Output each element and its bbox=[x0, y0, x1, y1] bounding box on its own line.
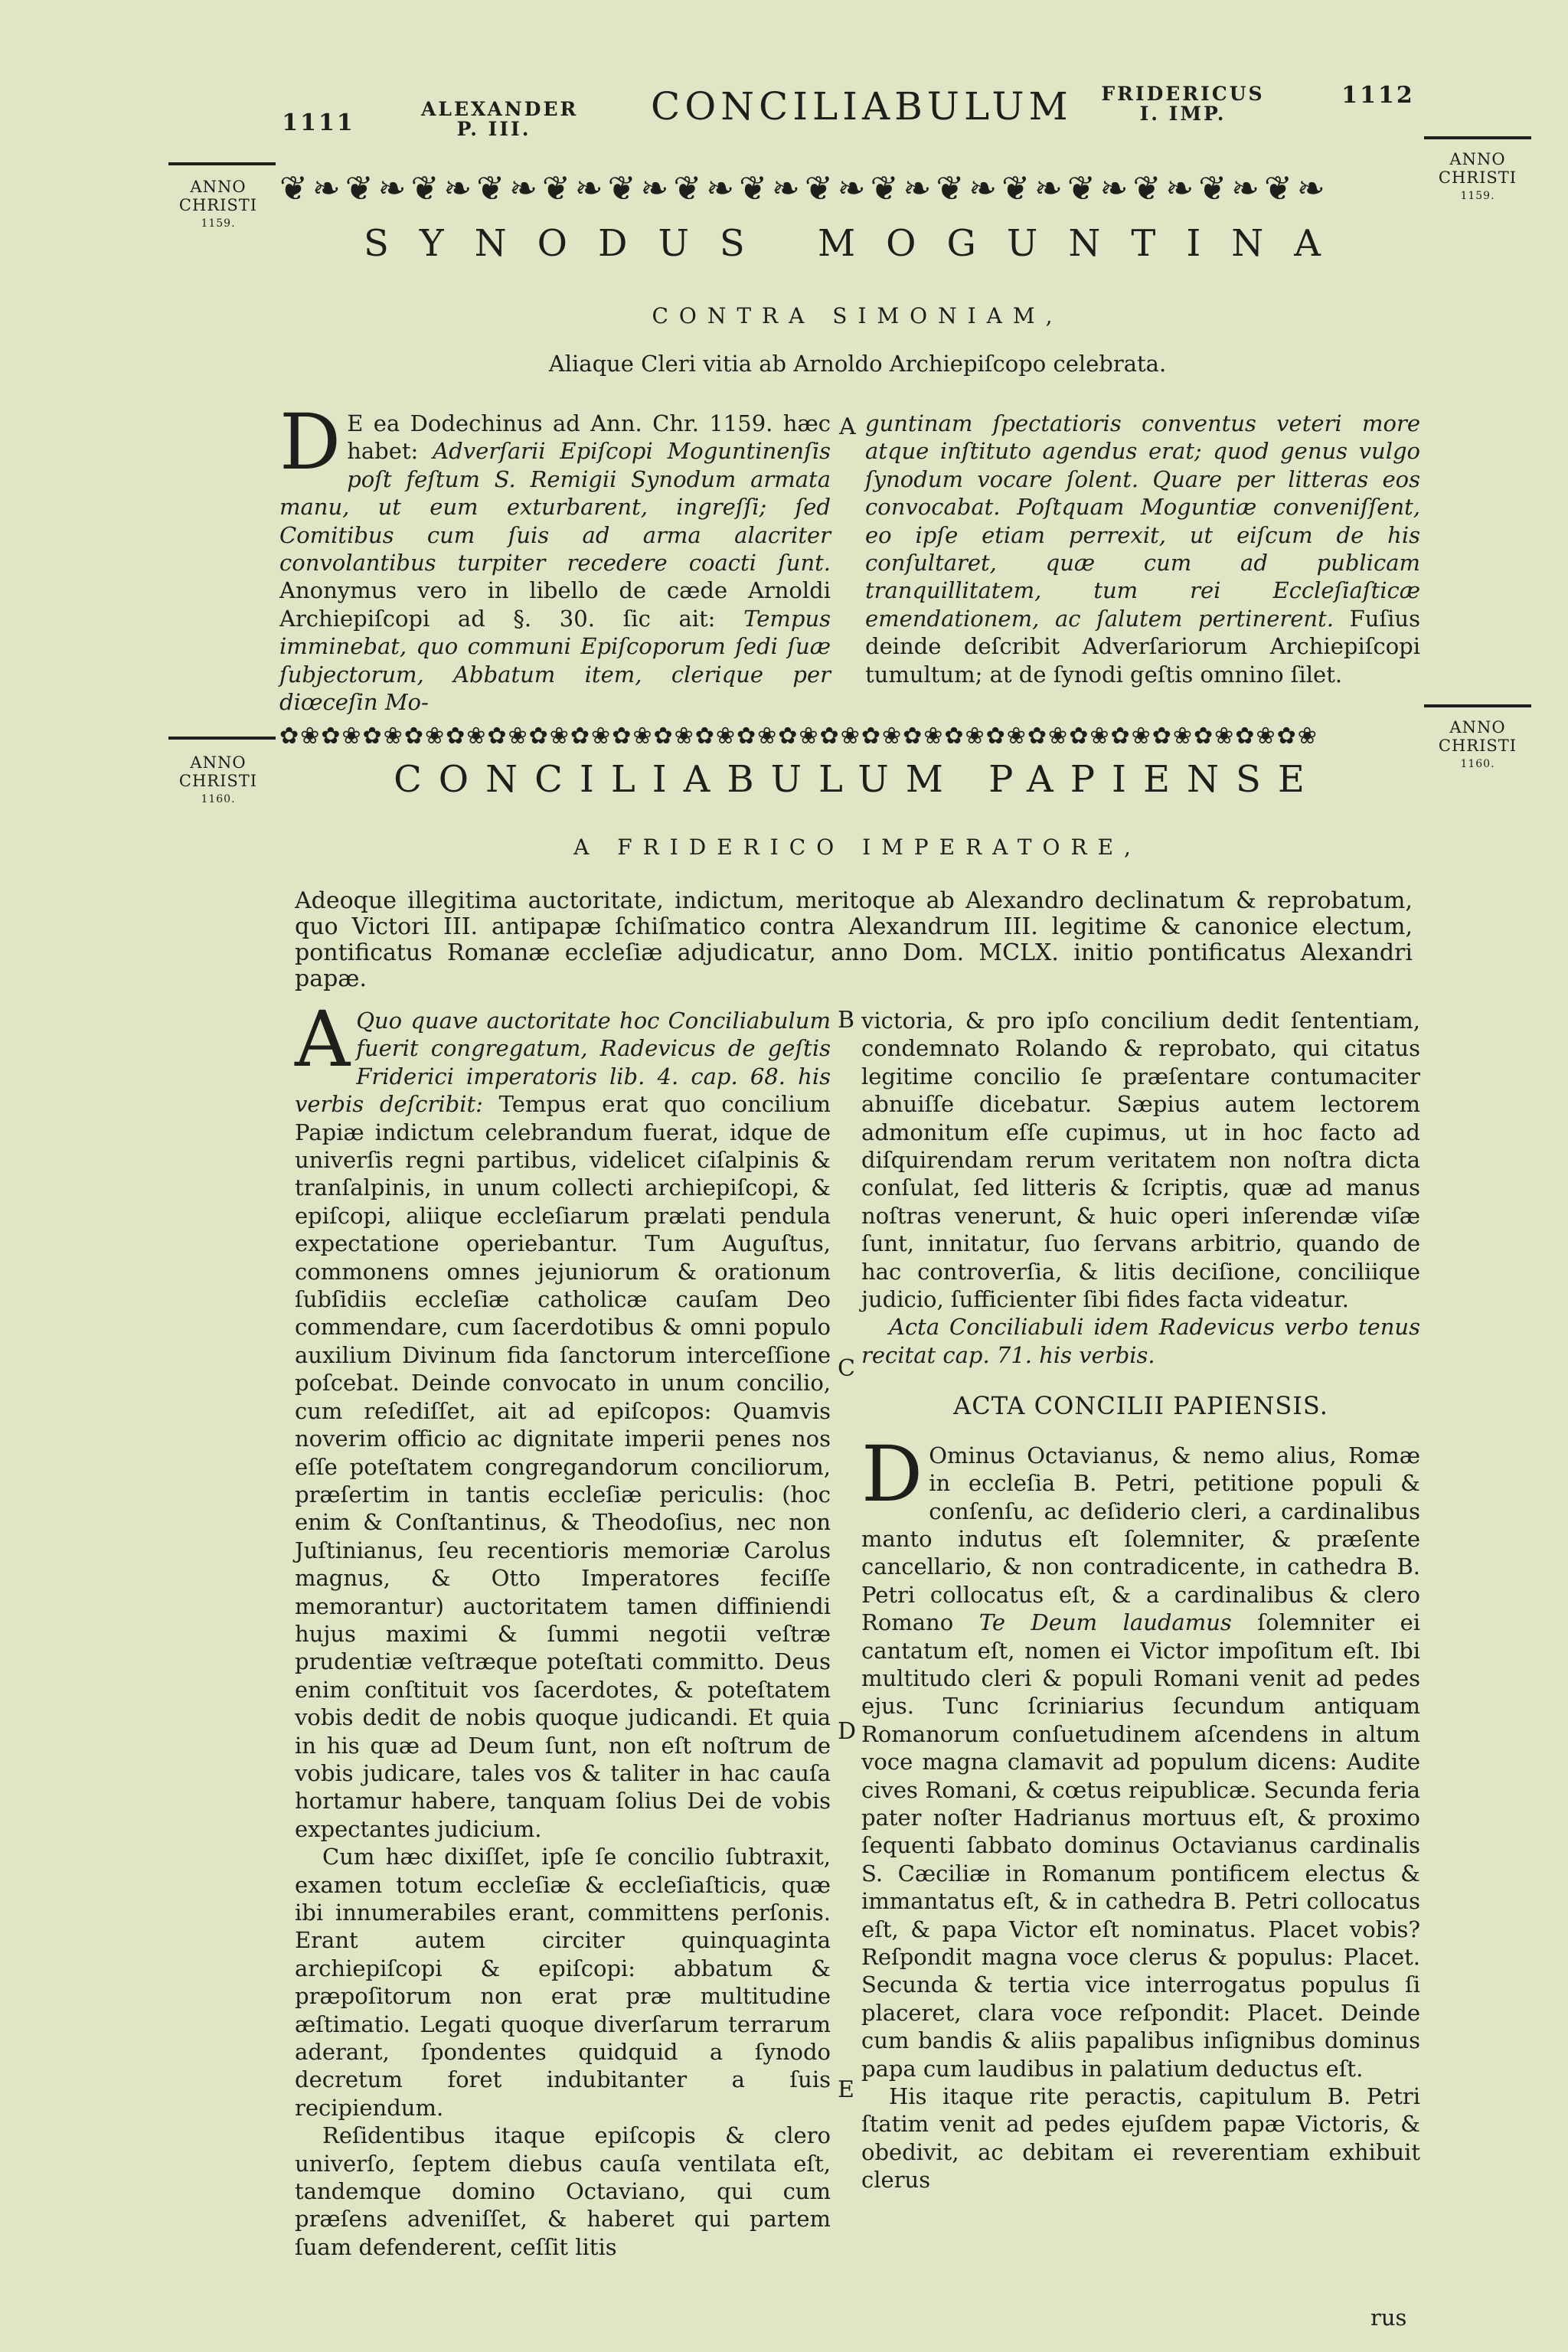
page-number-left: 1111 bbox=[282, 109, 355, 136]
papiense-left-column bbox=[295, 995, 831, 2261]
text: Ominus Octavianus, & nemo alius, Romæ in eccleſia B. Petri, petitione populi & conſenſu, ac deſiderio cleri, a cardinalibus manto indutus eſt ſolemniter, & præſente cancellario, & non contradicente, in cathedra B. Petri collocatus eſt, & a cardinalibus & clero Romano bbox=[861, 1442, 1420, 1636]
rule-left bbox=[168, 162, 276, 165]
dropcap-d: D bbox=[279, 397, 341, 487]
anno-label: ANNO CHRISTI bbox=[178, 753, 258, 790]
text: victoria, & pro ipſo concilium dedit ſententiam, condemnato Rolando & reprobato, qui citatus legitime concilio ſe præſentare contumaciter abnuiſſe dicebatur. Sæpius autem lectorem admonitum eſſe cupimus, ut in hoc facto ad diſquirendam rerum veritatem non noſtra dicta conſulat, ſed litteris & ſcriptis, quæ ad manus noſtras venerunt, & huic operi inſerendæ viſæ ſunt, innitatur, ſuo ſervans arbitrio, quando de hac controverſia, & litis deciſione, conciliique judicio, ſufficienter ſibi fides facta videatur. bbox=[861, 1008, 1420, 1313]
running-head-emperor: FRIDERICUS I. IMP. bbox=[1101, 83, 1265, 125]
section-description-1: Aliaque Cleri vitia ab Arnoldo Archiepiſcopo celebrata. bbox=[548, 351, 1167, 377]
anno-label: ANNO CHRISTI bbox=[1438, 718, 1517, 755]
section-subtitle-friderico: A FRIDERICO IMPERATORE, bbox=[573, 835, 1142, 860]
text-italic: Adverſarii Epiſcopi Moguntinenſis poſt feſtum S. Remigii Synodum armata manu, ut eum exturbarent, ingreſſi; ſed Comitibus cum ſuis ad arma alacriter convolantibus turpiter recedere coacti ſunt. bbox=[279, 438, 831, 577]
running-head-pope: ALEXANDER P. III. bbox=[421, 98, 579, 140]
text: E ea Dodechinus ad Ann. Chr. 1159. hæc bbox=[347, 410, 831, 436]
text-italic: Te Deum laudamus bbox=[978, 1609, 1232, 1636]
anno-label: ANNO CHRISTI bbox=[178, 178, 258, 214]
catchword: rus bbox=[1370, 2305, 1407, 2331]
anno-christi-right-1 bbox=[1424, 150, 1531, 205]
synodus-right-column bbox=[865, 410, 1420, 688]
dropcap-a: A bbox=[295, 995, 351, 1084]
margin-letter-d: D bbox=[838, 1718, 857, 1745]
rule-right-2 bbox=[1424, 704, 1531, 707]
margin-letter-b: B bbox=[838, 1007, 855, 1034]
ornament-band-1: ❦❧❦❧❦❧❦❧❦❧❦❧❦❧❦❧❦❧❦❧❦❧❦❧❦❧❦❧❦❧❦❧ bbox=[279, 170, 1330, 208]
running-head-title: CONCILIABULUM bbox=[651, 84, 1073, 129]
text-italic: guntinam ſpectatioris conventus veteri more atque inſtituto agendus erat; quod genus vulgo ſynodum vocare ſolent. Quare per litteras eos convocabat. Poſtquam Moguntiæ conveniſſent, eo ipſe etiam perrexit, ut eiſcum de his conſultaret, quæ cum ad publicam tranquillitatem, tum rei Eccleſiaſticæ emendationem, ac ſalutem pertinerent. bbox=[865, 410, 1420, 632]
dropcap-d2: D bbox=[861, 1429, 923, 1519]
margin-letter-a: A bbox=[839, 413, 856, 440]
text: ſolemniter ei cantatum eſt, nomen ei Victor impoſitum eſt. Ibi multitudo cleri & populi Romani venit ad pedes ejus. Tunc ſcriniarius ſecundum antiquam Romanorum conſuetudinem aſcendens in altum voce magna clamavit ad populum dicens: Audite cives Romani, & cœtus reipublicæ. Secunda feria pater noſter Hadrianus mortuus eſt, & proximo ſequenti ſabbato dominus Octavianus cardinalis S. Cæciliæ in Romanum pontificem electus & immantatus eſt, & in cathedra B. Petri collocatus eſt, & papa Victor eſt nominatus. Placet vobis? Reſpondit magna voce clerus & populus: Placet. Secunda & tertia vice interrogatus populus ſi placeret, clara voce reſpondit: Placet. Deinde cum bandis & aliis papalibus inſignibus dominus papa cum laudibus in palatium deductus eſt. bbox=[861, 1609, 1421, 2082]
section-title-papiense: CONCILIABULUM PAPIENSE bbox=[394, 758, 1321, 801]
paragraph: Reſidentibus itaque epiſcopis & clero univerſo, ſeptem diebus cauſa ventilata eſt, tandemque domino Octaviano, qui cum præſens adveniſſet, & haberet qui partem ſuam defenderent, ceſſit litis bbox=[295, 2122, 831, 2260]
text-italic: Quo quave auctoritate hoc Conciliabulum fuerit congregatum, Radevicus de geſtis Friderici imperatoris lib. 4. cap. 68. his verbis deſcribit: bbox=[295, 1008, 831, 1118]
text-italic: Tempus imminebat, quo communi Epiſcoporum ſedi ſuæ ſubjectorum, Abbatum item, clerique per diœceſin Mo- bbox=[279, 605, 831, 716]
anno-christi-left-1 bbox=[168, 178, 268, 233]
margin-letter-e: E bbox=[838, 2076, 854, 2103]
section-intro-2: Adeoque illegitima auctoritate, indictum, meritoque ab Alexandro declinatum & reprobatum, quo Victori III. antipapæ ſchiſmatico contra Alexandrum III. legitime & canonice electum, pontificatus Romanæ eccleſiæ adjudicatur, anno Dom. MCLX. initio pontificatus Alexandri papæ. bbox=[295, 887, 1413, 992]
text: habet: bbox=[347, 438, 419, 465]
text-italic: Acta Conciliabuli idem Radevicus verbo tenus recitat cap. 71. his verbis. bbox=[861, 1314, 1420, 1368]
ornament-band-2: ✿❀✿❀✿❀✿❀✿❀✿❀✿❀✿❀✿❀✿❀✿❀✿❀✿❀✿❀✿❀✿❀✿❀✿❀✿❀✿❀✿❀✿❀✿❀✿❀✿❀ bbox=[279, 723, 1318, 750]
papiense-right-column bbox=[861, 1007, 1420, 2194]
anno-label: ANNO CHRISTI bbox=[1438, 150, 1517, 187]
text: Anonymus vero in libello de cæde Arnoldi Archiepiſcopi ad §. 30. ſic ait: bbox=[279, 577, 831, 632]
rule-left-2 bbox=[168, 737, 276, 740]
text: Tempus erat quo concilium Papiæ indictum celebrandum fuerat, idque de univerſis regni partibus, videlicet ciſalpinis & tranſalpinis, in unum collecti archiepiſcopi, & epiſcopi, aliique eccleſiarum prælati pendula expectatione operiebantur. Tum Auguſtus, commonens omnes jejuniorum & orationum ſubſidiis eccleſiæ catholicæ cauſam Deo commendare, cum ſacerdotibus & omni populo auxilium Divinum fida ſanctorum interceſſione poſcebat. Deinde convocato in unum concilio, cum reſediſſet, ait ad epiſcopos: Quamvis noverim officio ac dignitate imperii penes nos eſſe poteſtatem congregandorum conciliorum, præſertim in tantis eccleſiæ periculis: (hoc enim & Conſtantinus, & Theodoſius, nec non Juſtinianus, ſeu recentioris memoriæ Carolus magnus, & Otto Imperatores feciſſe memorantur) auctoritatem tamen diffiniendi hujus maximi & ſummi negotii veſtræ prudentiæ veſtræque poteſtati committo. Deus enim conſtituit vos ſacerdotes, & poteſtatem vobis dedit de nobis quoque judicandi. Et quia in his quæ ad Deum ſunt, non eſt noſtrum de vobis judicare, tales vos & taliter in hac cauſa hortamur habere, tanquam ſolius Dei de vobis expectantes judicium. bbox=[295, 1091, 831, 1842]
page-number-right: 1112 bbox=[1341, 82, 1415, 109]
anno-year: 1160. bbox=[1460, 758, 1495, 770]
anno-christi-right-2 bbox=[1424, 718, 1531, 773]
rule-right bbox=[1424, 136, 1531, 139]
acta-title: ACTA CONCILII PAPIENSIS. bbox=[953, 1391, 1328, 1421]
anno-christi-left-2 bbox=[168, 753, 268, 808]
anno-year: 1159. bbox=[201, 217, 236, 230]
synodus-left-column bbox=[279, 397, 831, 716]
paragraph: Cum hæc dixiſſet, ipſe ſe concilio ſubtraxit, examen totum eccleſiæ & eccleſiaſticis, quæ ibi innumerabiles erant, committens perſonis. Erant autem circiter quinquaginta archiepiſcopi & epiſcopi: abbatum & præpoſitorum non erat præ multitudine æſtimatio. Legati quoque diverſarum terrarum aderant, ſpondentes quidquid a ſynodo decretum foret indubitanter a ſuis recipiendum. bbox=[295, 1844, 831, 2121]
text: Fuſius deinde deſcribit Adverſariorum Archiepiſcopi tumultum; at de ſynodi geſtis omnino ſilet. bbox=[865, 605, 1420, 688]
section-title-synodus: SYNODUS MOGUNTINA bbox=[364, 222, 1351, 265]
margin-letter-c: C bbox=[838, 1355, 855, 1382]
anno-year: 1159. bbox=[1460, 190, 1495, 202]
section-subtitle-simoniam: CONTRA SIMONIAM, bbox=[652, 303, 1063, 328]
anno-year: 1160. bbox=[201, 793, 236, 805]
acta-paragraph bbox=[861, 1429, 1421, 2082]
paragraph: His itaque rite peractis, capitulum B. Petri ſtatim venit ad pedes ejuſdem papæ Victoris, & obedivit, ac debitam ei reverentiam exhibuit clerus bbox=[861, 2083, 1420, 2194]
